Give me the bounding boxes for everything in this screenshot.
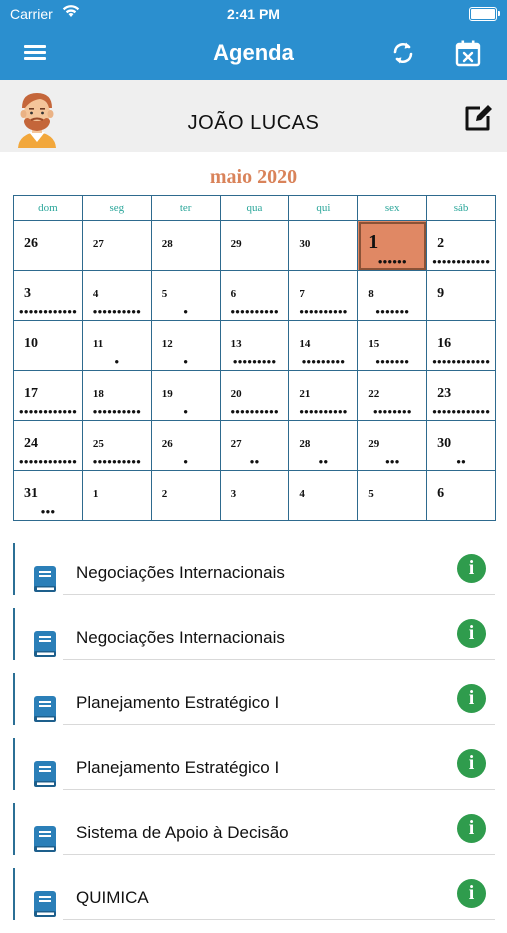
class-label: Planejamento Estratégico I <box>76 693 280 712</box>
class-label: Negociações Internacionais <box>76 628 285 647</box>
day-number: 30 <box>299 238 311 250</box>
event-dots: ●●● <box>384 457 400 466</box>
weekday-header: sex <box>358 196 427 221</box>
info-icon[interactable]: i <box>457 879 486 908</box>
calendar-day-selected[interactable] <box>358 221 427 271</box>
book-icon <box>33 825 57 853</box>
day-number: 12 <box>161 338 173 350</box>
event-dots: ●●●●●●●●●●●● <box>18 307 77 316</box>
event-dots: ●●● <box>40 507 56 516</box>
status-time: 2:41 PM <box>227 6 280 22</box>
event-dots: ●●●●●●●●●● <box>230 307 279 316</box>
book-icon <box>33 760 57 788</box>
event-dots: ●●●●●●●●●●●● <box>432 407 491 416</box>
calendar-day[interactable] <box>427 471 496 521</box>
calendar-day[interactable] <box>152 321 221 371</box>
day-number: 6 <box>437 486 445 501</box>
calendar-day[interactable] <box>289 221 358 271</box>
calendar-day[interactable] <box>83 271 152 321</box>
info-icon[interactable]: i <box>457 554 486 583</box>
book-icon <box>33 890 57 918</box>
day-number: 14 <box>299 338 311 350</box>
calendar-day[interactable] <box>14 371 83 421</box>
day-number: 3 <box>24 286 31 301</box>
weekday-header: qui <box>289 196 358 221</box>
day-number: 21 <box>299 388 311 400</box>
calendar-day[interactable] <box>358 371 427 421</box>
class-label: Planejamento Estratégico I <box>76 758 280 777</box>
book-icon <box>33 630 57 658</box>
edit-icon[interactable] <box>462 102 494 134</box>
status-bar <box>0 0 507 28</box>
page-title: Agenda <box>213 40 294 65</box>
event-dots: ●●●●●●●●● <box>232 357 277 366</box>
day-number: 17 <box>24 386 38 401</box>
calendar-day[interactable] <box>427 271 496 321</box>
day-number: 20 <box>230 388 242 400</box>
event-dots: ●●●●●●●●●● <box>92 407 141 416</box>
day-number: 11 <box>92 338 104 350</box>
event-dots: ●●●●●● <box>377 257 407 266</box>
event-dots: ●●●●●●●●●●●● <box>432 357 491 366</box>
calendar-day[interactable] <box>427 371 496 421</box>
class-label: QUIMICA <box>76 888 149 907</box>
day-number: 26 <box>24 236 38 251</box>
event-dots: ●●●●●●●●● <box>301 357 346 366</box>
calendar-day[interactable] <box>83 371 152 421</box>
item-accent-bar <box>13 543 15 595</box>
event-dots: ●● <box>456 457 466 466</box>
day-number: 28 <box>161 238 173 250</box>
event-dots: ●●●●●●● <box>375 307 410 316</box>
day-number: 27 <box>92 238 104 250</box>
calendar-day[interactable] <box>152 471 221 521</box>
info-icon[interactable]: i <box>457 684 486 713</box>
item-accent-bar <box>13 868 15 920</box>
day-number: 24 <box>24 436 38 451</box>
calendar-day[interactable] <box>83 321 152 371</box>
profile-bar <box>0 80 507 152</box>
event-dots: ● <box>183 457 189 466</box>
divider <box>63 919 495 920</box>
calendar-day[interactable] <box>221 371 290 421</box>
calendar-day[interactable] <box>14 221 83 271</box>
day-number: 4 <box>299 488 305 500</box>
calendar-day[interactable] <box>221 471 290 521</box>
day-number: 15 <box>368 338 380 350</box>
event-dots: ● <box>183 357 189 366</box>
info-icon[interactable]: i <box>457 749 486 778</box>
day-number: 9 <box>437 286 445 301</box>
day-number: 28 <box>299 438 311 450</box>
event-dots: ●●●●●●●●●●●● <box>18 457 77 466</box>
class-list-item[interactable] <box>13 803 495 868</box>
calendar-day[interactable] <box>152 271 221 321</box>
calendar-day[interactable] <box>152 371 221 421</box>
day-number: 4 <box>92 288 99 300</box>
calendar-day[interactable] <box>427 421 496 471</box>
book-icon <box>33 565 57 593</box>
calendar-day[interactable] <box>358 471 427 521</box>
event-dots: ●●●●●●●●●●●● <box>432 257 491 266</box>
divider <box>63 659 495 660</box>
day-number: 29 <box>230 238 242 250</box>
day-number: 19 <box>161 388 173 400</box>
event-dots: ●● <box>249 457 260 466</box>
day-number: 29 <box>368 438 380 450</box>
day-number: 5 <box>161 288 168 300</box>
class-list-item[interactable] <box>13 868 495 933</box>
calendar-day[interactable] <box>152 421 221 471</box>
day-number: 3 <box>230 488 237 500</box>
item-accent-bar <box>13 738 15 790</box>
event-dots: ●● <box>318 457 329 466</box>
day-number: 1 <box>92 488 99 500</box>
weekday-header: sáb <box>427 196 496 221</box>
calendar-day[interactable] <box>289 271 358 321</box>
day-number: 5 <box>368 488 374 500</box>
event-dots: ●●●●●●● <box>375 357 410 366</box>
calendar-day[interactable] <box>221 271 290 321</box>
nav-bar <box>0 28 507 80</box>
day-number: 22 <box>368 388 380 400</box>
day-number: 25 <box>92 438 104 450</box>
calendar-icon[interactable] <box>455 39 481 67</box>
day-number: 6 <box>230 288 237 300</box>
day-number: 23 <box>437 386 452 401</box>
weekday-header: ter <box>152 196 221 221</box>
calendar-day[interactable] <box>289 471 358 521</box>
class-label: Negociações Internacionais <box>76 563 285 582</box>
class-list-item[interactable] <box>13 543 495 608</box>
calendar-grid <box>13 195 496 521</box>
info-icon[interactable]: i <box>457 619 486 648</box>
divider <box>63 854 495 855</box>
calendar-day[interactable] <box>221 421 290 471</box>
calendar-day[interactable] <box>289 371 358 421</box>
event-dots: ●●●●●●●●●● <box>299 407 348 416</box>
divider <box>63 789 495 790</box>
calendar-day[interactable] <box>221 221 290 271</box>
day-number: 7 <box>299 288 305 300</box>
battery-icon <box>469 7 497 21</box>
calendar-day[interactable] <box>289 321 358 371</box>
weekday-header: dom <box>14 196 83 221</box>
event-dots: ● <box>183 307 189 316</box>
calendar-day[interactable] <box>358 271 427 321</box>
class-list-item[interactable] <box>13 673 495 738</box>
calendar-day[interactable] <box>221 321 290 371</box>
event-dots: ● <box>114 357 120 366</box>
calendar-day[interactable] <box>152 221 221 271</box>
calendar-day[interactable] <box>14 471 83 521</box>
event-dots: ●●●●●●●●●●●● <box>18 407 77 416</box>
calendar-day[interactable] <box>289 421 358 471</box>
calendar-day[interactable] <box>83 421 152 471</box>
divider <box>63 724 495 725</box>
class-list <box>13 543 495 933</box>
event-dots: ●●●●●●●● <box>372 407 412 416</box>
weekday-header: qua <box>221 196 290 221</box>
day-number: 13 <box>230 338 242 350</box>
carrier-label: Carrier <box>10 6 53 22</box>
item-accent-bar <box>13 673 15 725</box>
item-accent-bar <box>13 803 15 855</box>
calendar-day[interactable] <box>427 221 496 271</box>
day-number: 8 <box>368 288 374 300</box>
calendar-day[interactable] <box>358 421 427 471</box>
item-accent-bar <box>13 608 15 660</box>
class-list-item[interactable] <box>13 608 495 673</box>
event-dots: ● <box>183 407 189 416</box>
calendar-day[interactable] <box>83 221 152 271</box>
divider <box>63 594 495 595</box>
info-icon[interactable]: i <box>457 814 486 843</box>
refresh-icon[interactable] <box>389 39 417 67</box>
event-dots: ●●●●●●●●●● <box>92 307 141 316</box>
day-number: 10 <box>24 336 38 351</box>
day-number: 2 <box>161 488 168 500</box>
class-label: Sistema de Apoio à Decisão <box>76 823 289 842</box>
day-number: 1 <box>368 231 379 253</box>
calendar-month-title: maio 2020 <box>209 166 298 188</box>
calendar-day[interactable] <box>427 321 496 371</box>
calendar-day[interactable] <box>14 421 83 471</box>
calendar-day[interactable] <box>83 471 152 521</box>
day-number: 27 <box>230 438 242 450</box>
book-icon <box>33 695 57 723</box>
day-number: 30 <box>437 436 452 451</box>
calendar-day[interactable] <box>358 321 427 371</box>
event-dots: ●●●●●●●●●● <box>230 407 279 416</box>
weekday-header: seg <box>83 196 152 221</box>
class-list-item[interactable] <box>13 738 495 803</box>
day-number: 2 <box>437 236 445 251</box>
day-number: 16 <box>437 336 452 351</box>
day-number: 31 <box>24 486 38 501</box>
calendar-day[interactable] <box>14 271 83 321</box>
calendar-day[interactable] <box>14 321 83 371</box>
profile-name: JOÃO LUCAS <box>187 112 320 134</box>
event-dots: ●●●●●●●●●● <box>299 307 348 316</box>
day-number: 26 <box>161 438 173 450</box>
event-dots: ●●●●●●●●●● <box>92 457 141 466</box>
day-number: 18 <box>92 388 104 400</box>
